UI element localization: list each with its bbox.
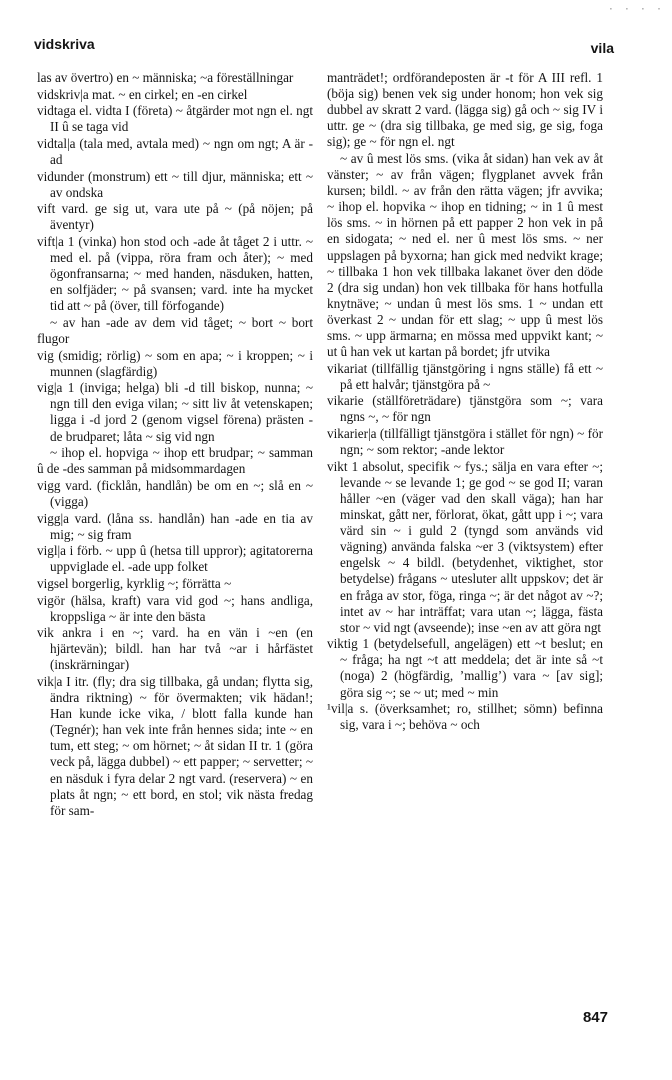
dictionary-entry: vikariat (tillfällig tjänstgöring i ngns ställe) få ett ~ på ett halvår; tjänstgöra på ~ <box>327 360 603 392</box>
dictionary-entry: ¹vil|a s. (överksamhet; ro, stillhet; sömn) befinna sig, vara i ~; behöva ~ och <box>327 701 603 733</box>
dictionary-entry: ~ ihop el. hopviga ~ ihop ett brudpar; ~ samman û de -des samman på midsommardagen <box>37 445 313 477</box>
dictionary-entry: vidskriv|a mat. ~ en cirkel; en -en cirkel <box>37 86 248 102</box>
guide-word-left: vidskriva <box>34 36 95 52</box>
dictionary-entry: vig|a 1 (inviga; helga) bli -d till biskop, nunna; ~ ngn till den eviga vilan; ~ sitt liv åt vetenskapen; ligga i -d jord 2 (genom vigsel förena) prästen -de brudparet; låta ~ sig vid ngn <box>37 380 313 444</box>
corner-mark: · · · · <box>607 4 664 15</box>
dictionary-entry: vik|a I itr. (fly; dra sig tillbaka, gå undan; flytta sig, ändra riktning) ~ för övermakten; vik hädan!; Han kunde icke vika, / blott falla kunde han (Tegnér); han vek inte från hennes sida; inte ~ en tum, ett steg; ~ om hörnet; ~ åt sidan II tr. 1 (göra veck på, lägga dubbel) ~ ett papper; ~ servetter; ~ en näsduk i fyra delar 2 ngt vard. (reservera) ~ en plats åt ngn; ~ ett bord, en stol; vik nästa fredag för sam- <box>37 673 313 818</box>
dictionary-entry: viktig 1 (betydelsefull, angelägen) ett ~t beslut; en ~ fråga; ha ngt ~t att meddela; det är inte så ~t (noga) 2 (högfärdig, ’mallig’) vara ~ [av sig]; göra sig ~; se ~ ut; med ~ min <box>327 636 603 700</box>
right-column <box>327 70 603 734</box>
dictionary-entry: vikt 1 absolut, specifik ~ fys.; sälja en vara efter ~; levande ~ se levande 1; ge god ~ se god II; varan håller ~en (väger vad den skall väga); han har minskat, gått ner, förlorat, ökat, gått upp i ~; vara värd sin ~ i guld 2 (tyngd som används vid vägning) använda falska ~er 3 (viktsystem) efter engelsk ~ 4 bildl. (betydenhet, viktighet, stor betydelse) frågans ~ utesluter allt uppskov; det är en fråga av stor, föga, ringa ~; är det något av ~?; intet av ~ har inträffat; vara utan ~; lägga, fästa stor ~ vid ngt (avseende); inse ~en av att göra ngt <box>327 458 603 635</box>
dictionary-entry: vidtaga el. vidta I (företa) ~ åtgärder mot ngn el. ngt II û se taga vid <box>37 103 313 135</box>
guide-word-right: vila <box>590 40 614 56</box>
page-number: 847 <box>582 1009 608 1026</box>
dictionary-entry: vikarier|a (tillfälligt tjänstgöra i stället för ngn) ~ för ngn; ~ som rektor; -ande lektor <box>327 426 603 458</box>
dictionary-entry: vik ankra i en ~; vard. ha en vän i ~en (en hjärtevän); bildl. han har två ~ar i hårfästet (inskrärningar) <box>37 625 313 673</box>
dictionary-entry: vigsel borgerlig, kyrklig ~; förrätta ~ <box>37 575 232 591</box>
dictionary-entry: ~ av û mest lös sms. (vika åt sidan) han vek av åt vänster; ~ av från vägen; flygplanet avvek från kursen; bildl. ~ av från den rätta vägen; jfr avvika; ~ ihop el. hopvika ~ ihop en tidning; ~ in 1 û mest lös sms. ~ in hörnen på ett papper 2 hon vek in på en sidogata; ~ ned el. ner û mest lös sms. ~ ner uppslagen på byxorna; han gick med nedvikt krage; ~ tillbaka 1 hon vek tillbaka lakanet över den döde 2 (dra sig undan) hon vek tillbaka för hans hotfulla knytnäve; ~ undan û mest lös sms. 1 ~ undan ett överkast 2 ~ undan för ett slag; ~ upp û mest lös sms. ~ upp ärmarna; en mössa med uppvikt kant; ~ ut û han vek ut kartan på bordet; jfr utvika <box>327 150 603 360</box>
dictionary-entry: vigg vard. (ficklån, handlån) be om en ~; slå en ~ (vigga) <box>37 477 313 509</box>
dictionary-entry: vig (smidig; rörlig) ~ som en apa; ~ i kroppen; ~ i munnen (slagfärdig) <box>37 347 313 379</box>
dictionary-entry: vigg|a vard. (låna ss. handlån) han -ade en tia av mig; ~ sig fram <box>37 510 313 542</box>
dictionary-entry: vigl|a i förb. ~ upp û (hetsa till uppror); agitatorerna uppviglade el. -ade upp folket <box>37 543 313 575</box>
dictionary-entry: vikarie (ställföreträdare) tjänstgöra som ~; vara ngns ~, ~ för ngn <box>327 393 603 425</box>
left-column <box>37 70 313 819</box>
dictionary-entry: vidunder (monstrum) ett ~ till djur, människa; ett ~ av ondska <box>37 168 313 200</box>
dictionary-entry: vift vard. ge sig ut, vara ute på ~ (på nöjen; på äventyr) <box>37 201 313 233</box>
dictionary-entry: ~ av han -ade av dem vid tåget; ~ bort ~ bort flugor <box>37 314 313 346</box>
dictionary-entry: vigör (hälsa, kraft) vara vid god ~; hans andliga, kroppsliga ~ är inte den bästa <box>37 592 313 624</box>
dictionary-entry: vidtal|a (tala med, avtala med) ~ ngn om ngt; A är -ad <box>37 135 313 167</box>
dictionary-entry: las av övertro) en ~ människa; ~a föreställningar <box>37 70 294 85</box>
dictionary-entry: manträdet!; ordförandeposten är -t för A III refl. 1 (böja sig) benen vek sig under honom; hon vek sig dubbel av skratt 2 vard. (lägga sig) gå och ~ sig IV i uttr. ge ~ (dra sig tillbaka, ge med sig, ge sig, foga sig); ge ~ för ngn el. ngt <box>327 70 603 150</box>
dictionary-entry: vift|a 1 (vinka) hon stod och -ade åt tåget 2 i uttr. ~ med el. på (vippa, röra fram och åter); ~ med ögonfransarna; ~ med handen, näsduken, hatten, en solfjäder; ~ på svansen; vard. inte ha mycket tid att ~ på (över, till förfogande) <box>37 233 313 314</box>
